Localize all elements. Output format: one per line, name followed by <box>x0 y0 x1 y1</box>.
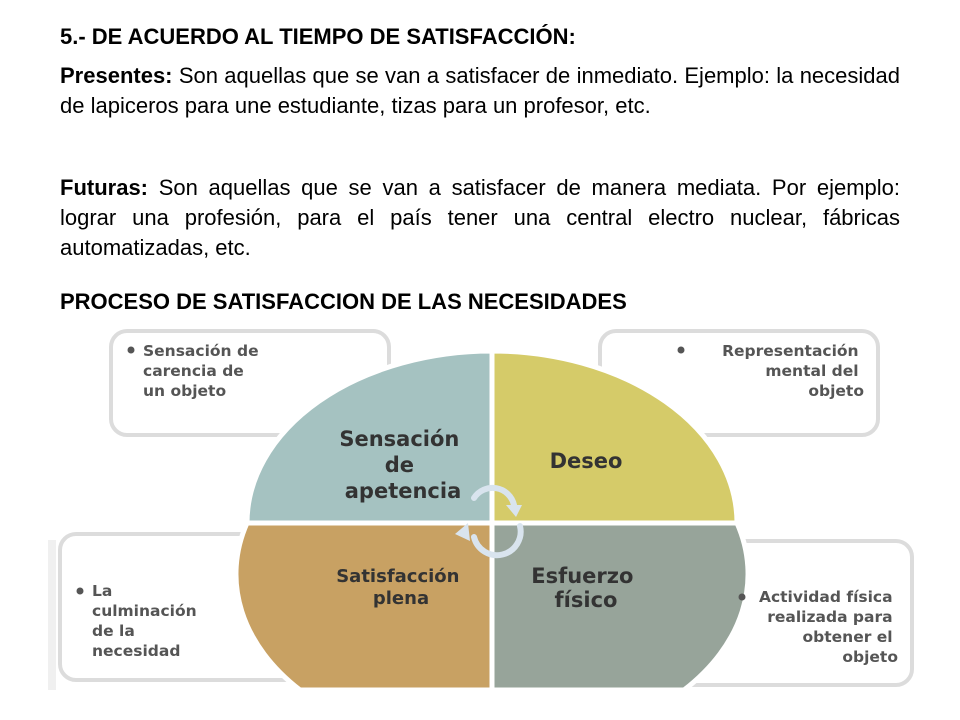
bullet-icon <box>739 594 746 601</box>
bullet-icon <box>77 588 84 595</box>
callout-bottom-right: Actividad física realizada para obtener el objeto <box>758 588 898 666</box>
process-title: PROCESO DE SATISFACCION DE LAS NECESIDADES <box>60 289 627 314</box>
callout-top-left: Sensación de carencia de un objeto <box>143 342 259 400</box>
bullet-icon <box>128 347 135 354</box>
left-edge-strip <box>48 540 56 690</box>
heading-text: 5.- DE ACUERDO AL TIEMPO DE SATISFACCIÓN: <box>60 24 576 49</box>
quadrant-label-bottom-right: Esfuerzo físico <box>531 564 634 612</box>
futuras-text: Son aquellas que se van a satisfacer de manera mediata. Por ejemplo: lograr una profesión, para el país tener una central electro nuclear, fábricas automatizadas, etc. <box>60 175 900 260</box>
futuras-label: Futuras: <box>60 175 148 200</box>
quadrant-label-bottom-left: Satisfacción plena <box>336 566 460 609</box>
callout-bottom-left: La culminación de la necesidad <box>92 582 197 660</box>
callout-top-right: Representación mental del objeto <box>722 342 864 400</box>
quadrant-bottom-left <box>236 523 492 690</box>
presentes-label: Presentes: <box>60 63 173 88</box>
quadrant-label-top-left: Sensación de apetencia <box>339 427 462 503</box>
bullet-icon <box>678 347 685 354</box>
quadrant-bottom-right <box>492 523 748 690</box>
presentes-text: Son aquellas que se van a satisfacer de inmediato. Ejemplo: la necesidad de lapiceros para une estudiante, tizas para un profesor, etc. <box>60 63 900 118</box>
quadrant-label-top-right: Deseo <box>549 449 623 473</box>
